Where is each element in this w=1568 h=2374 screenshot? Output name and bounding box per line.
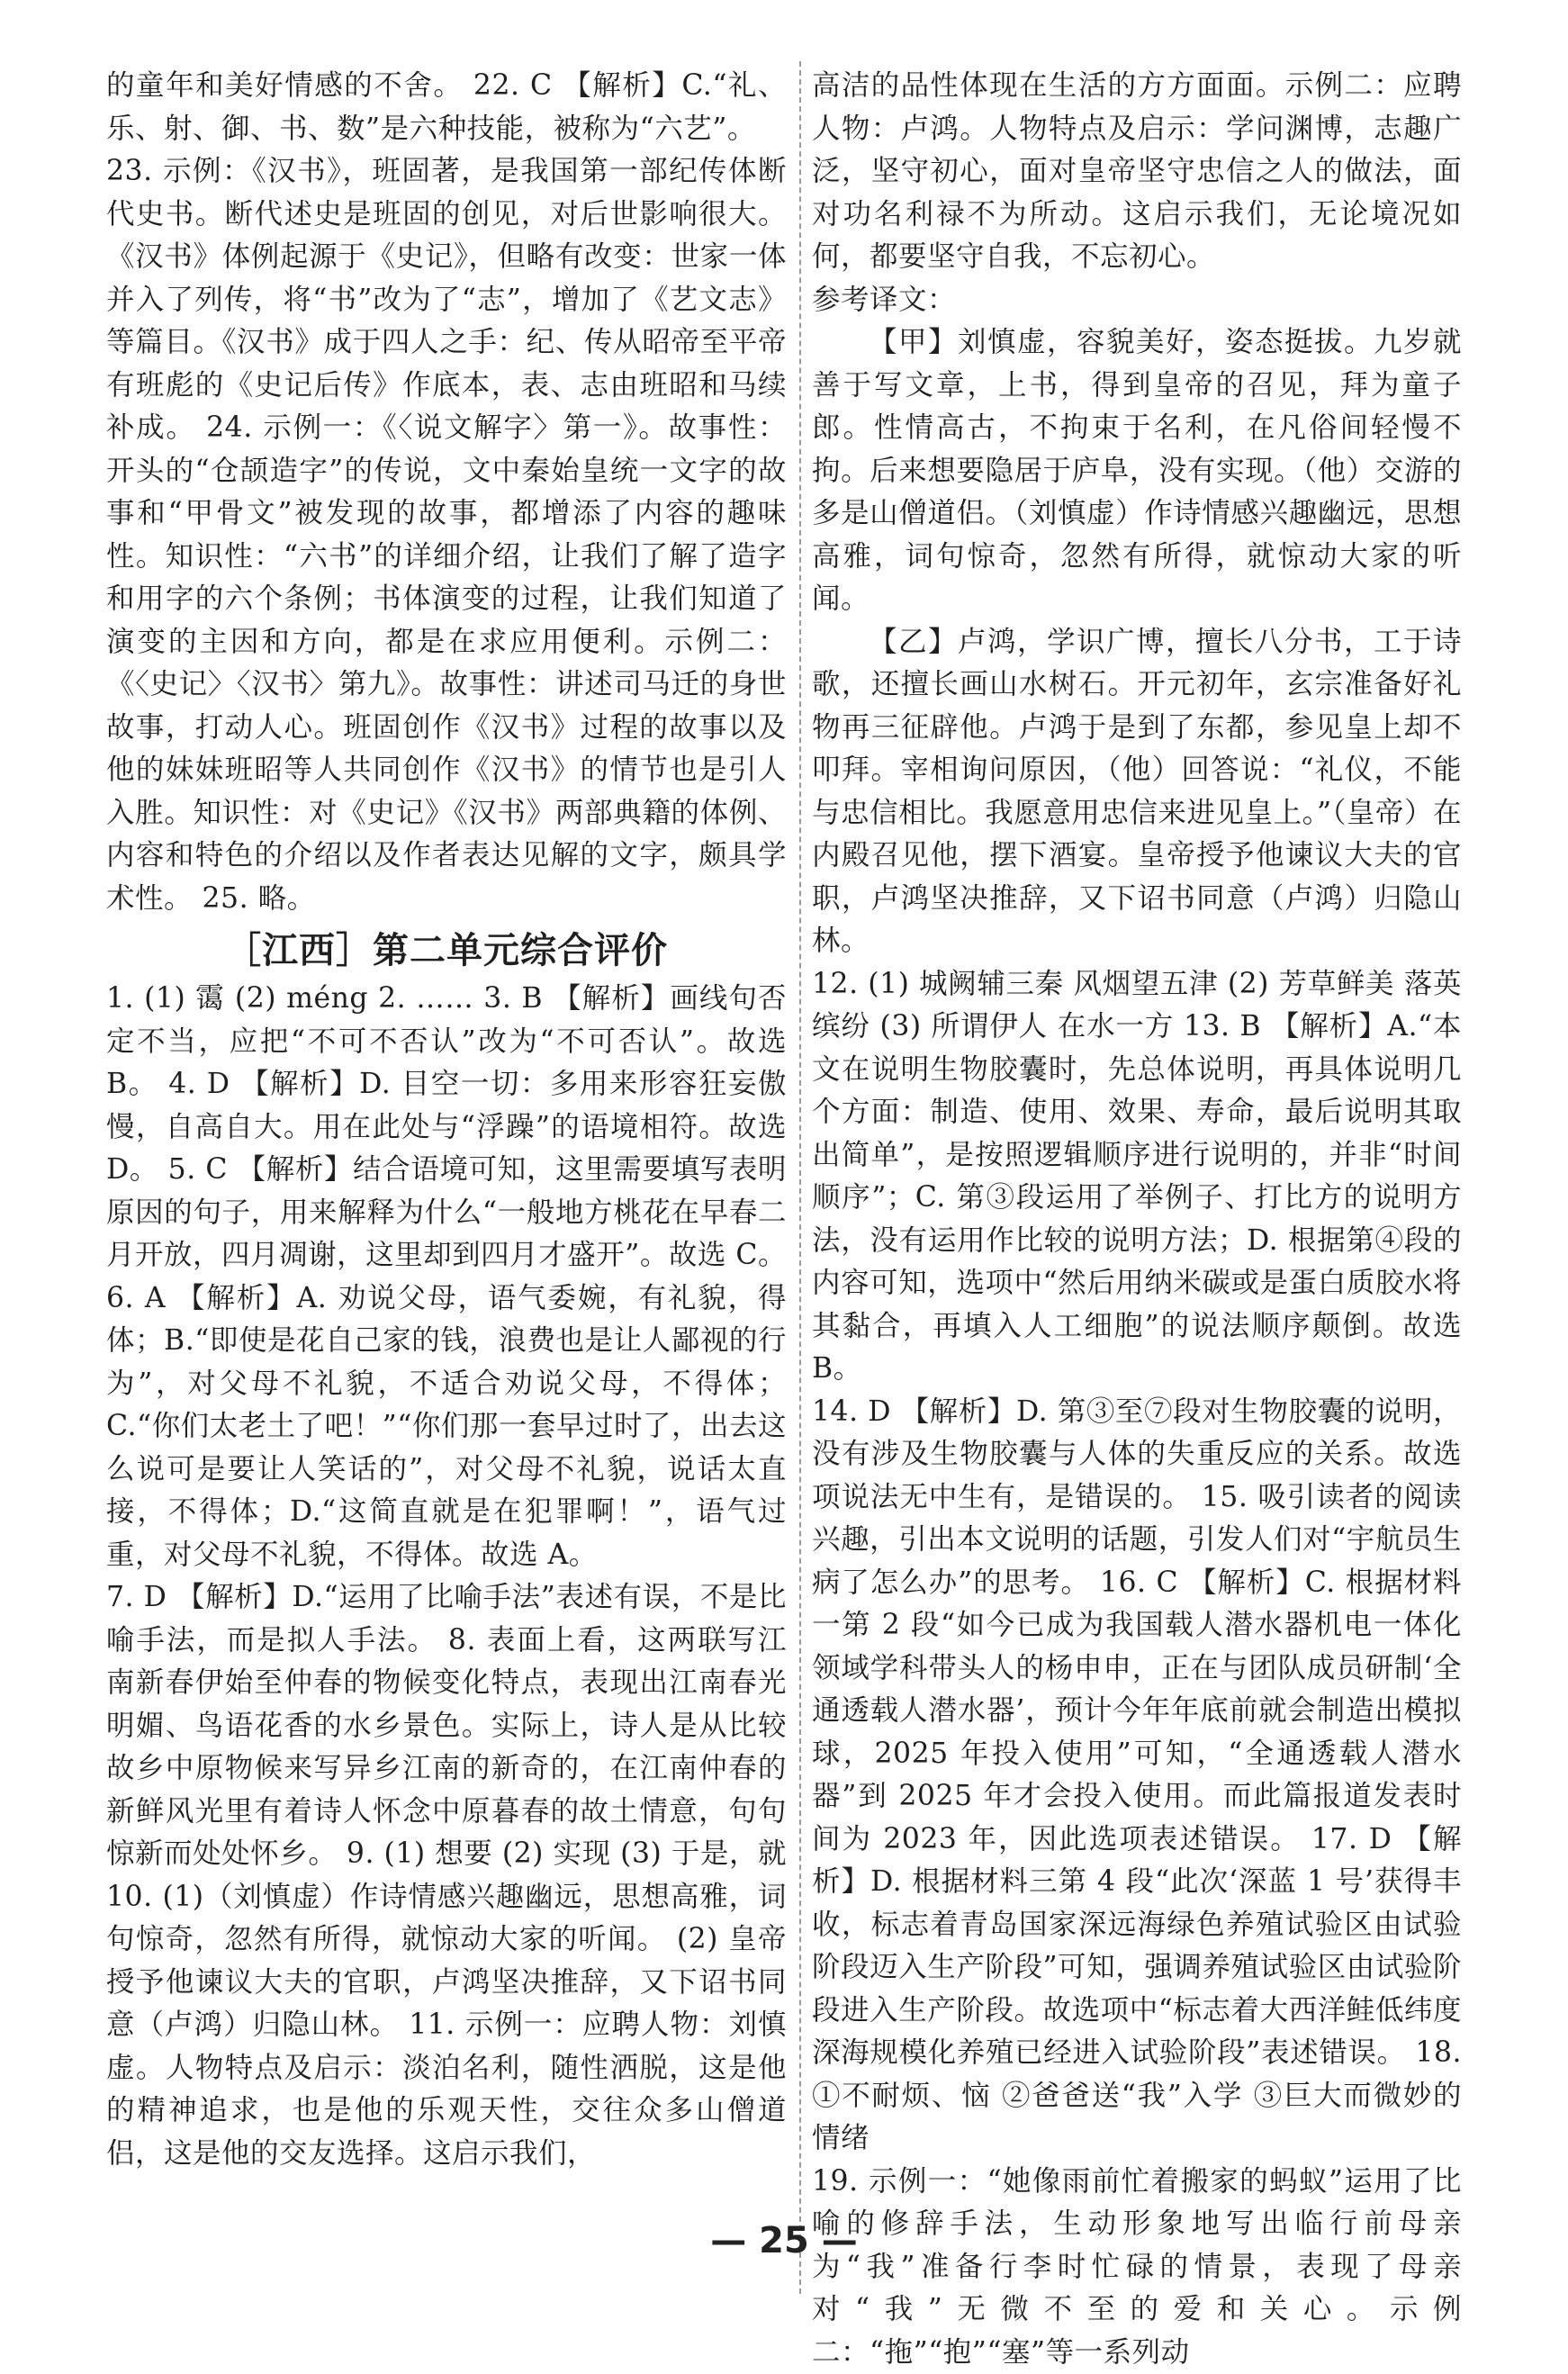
answer-paragraph: 的童年和美好情感的不舍。 22. C 【解析】C.“礼、乐、射、御、书、数”是六种技能，被称为“六艺”。 — [106, 65, 787, 150]
answer-paragraph: 高洁的品性体现在生活的方方面面。示例二：应聘人物：卢鸿。人物特点及启示：学问渊博，志趣广泛，坚守初心，面对皇帝坚守忠信之人的做法，面对功名利禄不为所动。这启示我们，无论境况如何，都要坚守自我，不忘初心。 — [812, 65, 1462, 279]
translation-yi: 【乙】卢鸿，学识广博，擅长八分书，工于诗歌，还擅长画山水树石。开元初年，玄宗准备好礼物再三征辟他。卢鸿于是到了东都，参见皇上却不叩拜。宰相询问原因，（他）回答说：“礼仪，不能与忠信相比。我愿意用忠信来进见皇上。”（皇帝）在内殿召见他，摆下酒宴。皇帝授予他谏议大夫的官职，卢鸿坚决推辞，又下诏书同意（卢鸿）归隐山林。 — [812, 621, 1462, 963]
reference-translation-label: 参考译文： — [812, 279, 1462, 322]
column-divider — [799, 61, 801, 2294]
section-title: ［江西］第二单元综合评价 — [106, 925, 787, 976]
answer-paragraph: 19. 示例一：“她像雨前忙着搬家的蚂蚁”运用了比喻的修辞手法，生动形象地写出临行前母亲为“我”准备行李时忙碌的情景，表现了母亲对“我”无微不至的爱和关心。示例二：“拖”“抱”“塞”等一系列动 — [812, 2161, 1462, 2374]
answer-paragraph: 14. D 【解析】D. 第③至⑦段对生物胶囊的说明，没有涉及生物胶囊与人体的失重反应的关系。故选项说法无中生有，是错误的。 15. 吸引读者的阅读兴趣，引出本文说明的话题，引发人们对“宇航员生病了怎么办”的思考。 16. C 【解析】C. 根据材料一第 2 段“如今已成为我国载人潜水器机电一体化领域学科带头人的杨申申，正在与团队成员研制‘全通透载人潜水器’，预计今年年底前就会制造出模拟球，2025 年投入使用”可知，“全通透载人潜水器”到 2025 年才会投入使用。而此篇报道发表时间为 2023 年，因此选项表述错误。 17. D 【解析】D. 根据材料三第 4 段“此次‘深蓝 1 号’获得丰收，标志着青岛国家深远海绿色养殖试验区由试验阶段迈入生产阶段”可知，强调养殖试验区由试验阶段进入生产阶段。故选项中“标志着大西洋鲑低纬度深海规模化养殖已经进入试验阶段”表述错误。 18. ①不耐烦、恼 ②爸爸送“我”入学 ③巨大而微妙的情绪 — [812, 1391, 1462, 2161]
answer-paragraph: 23. 示例：《汉书》，班固著，是我国第一部纪传体断代史书。断代述史是班固的创见，对后世影响很大。《汉书》体例起源于《史记》，但略有改变：世家一体并入了列传，将“书”改为了“志”，增加了《艺文志》等篇目。《汉书》成于四人之手：纪、传从昭帝至平帝有班彪的《史记后传》作底本，表、志由班昭和马续补成。 24. 示例一：《〈说文解字〉第一》。故事性：开头的“仓颉造字”的传说，文中秦始皇统一文字的故事和“甲骨文”被发现的故事，都增添了内容的趣味性。知识性：“六书”的详细介绍，让我们了解了造字和用字的六个条例；书体演变的过程，让我们知道了演变的主因和方向，都是在求应用便利。示例二：《〈史记〉〈汉书〉第九》。故事性：讲述司马迁的身世故事，打动人心。班固创作《汉书》过程的故事以及他的妹妹班昭等人共同创作《汉书》的情节也是引人入胜。知识性：对《史记》《汉书》两部典籍的体例、内容和特色的介绍以及作者表达见解的文字，颇具学术性。 25. 略。 — [106, 150, 787, 920]
translation-jia: 【甲】刘慎虚，容貌美好，姿态挺拔。九岁就善于写文章，上书，得到皇帝的召见，拜为童子郎。性情高古，不拘束于名利，在凡俗间轻慢不拘。后来想要隐居于庐阜，没有实现。（他）交游的多是山僧道侣。（刘慎虚）作诗情感兴趣幽远，思想高雅，词句惊奇，忽然有所得，就惊动大家的听闻。 — [812, 321, 1462, 621]
page-number: — 25 — — [0, 2220, 1568, 2261]
answer-paragraph: 7. D 【解析】D.“运用了比喻手法”表述有误，不是比喻手法，而是拟人手法。 8. 表面上看，这两联写江南新春伊始至仲春的物候变化特点，表现出江南春光明媚、鸟语花香的水乡景色。实际上，诗人是从比较故乡中原物候来写异乡江南的新奇的，在江南仲春的新鲜风光里有着诗人怀念中原暮春的故土情意，句句惊新而处处怀乡。 9. (1) 想要 (2) 实现 (3) 于是，就 10. (1)（刘慎虚）作诗情感兴趣幽远，思想高雅，词句惊奇，忽然有所得，就惊动大家的听闻。 (2) 皇帝授予他谏议大夫的官职，卢鸿坚决推辞，又下诏书同意（卢鸿）归隐山林。 11. 示例一：应聘人物：刘慎虚。人物特点及启示：淡泊名利，随性洒脱，这是他的精神追求，也是他的乐观天性，交往众多山僧道侣，这是他的交友选择。这启示我们， — [106, 1576, 787, 2175]
right-column — [812, 65, 1462, 2374]
answer-paragraph: 12. (1) 城阙辅三秦 风烟望五津 (2) 芳草鲜美 落英缤纷 (3) 所谓伊人 在水一方 13. B 【解析】A.“本文在说明生物胶囊时，先总体说明，再具体说明几个方面：制造、使用、效果、寿命，最后说明其取出简单”，是按照逻辑顺序进行说明的，并非“时间顺序”；C. 第③段运用了举例子、打比方的说明方法，没有运用作比较的说明方法；D. 根据第④段的内容可知，选项中“然后用纳米碳或是蛋白质胶水将其黏合，再填入人工细胞”的说法顺序颠倒。故选 B。 — [812, 963, 1462, 1391]
answer-paragraph: 1. (1) 霭 (2) méng 2. …… 3. B 【解析】画线句否定不当，应把“不可不否认”改为“不可否认”。故选 B。 4. D 【解析】D. 目空一切：多用来形容狂妄傲慢，自高自大。用在此处与“浮躁”的语境相符。故选 D。 5. C 【解析】结合语境可知，这里需要填写表明原因的句子，用来解释为什么“一般地方桃花在早春二月开放，四月凋谢，这里却到四月才盛开”。故选 C。 6. A 【解析】A. 劝说父母，语气委婉，有礼貌，得体；B.“即使是花自己家的钱，浪费也是让人鄙视的行为”，对父母不礼貌，不适合劝说父母，不得体；C.“你们太老土了吧！”“你们那一套早过时了，出去这么说可是要让人笑话的”，对父母不礼貌，说话太直接，不得体；D.“这简直就是在犯罪啊！”，语气过重，对父母不礼貌，不得体。故选 A。 — [106, 978, 787, 1576]
left-column — [106, 65, 787, 2175]
